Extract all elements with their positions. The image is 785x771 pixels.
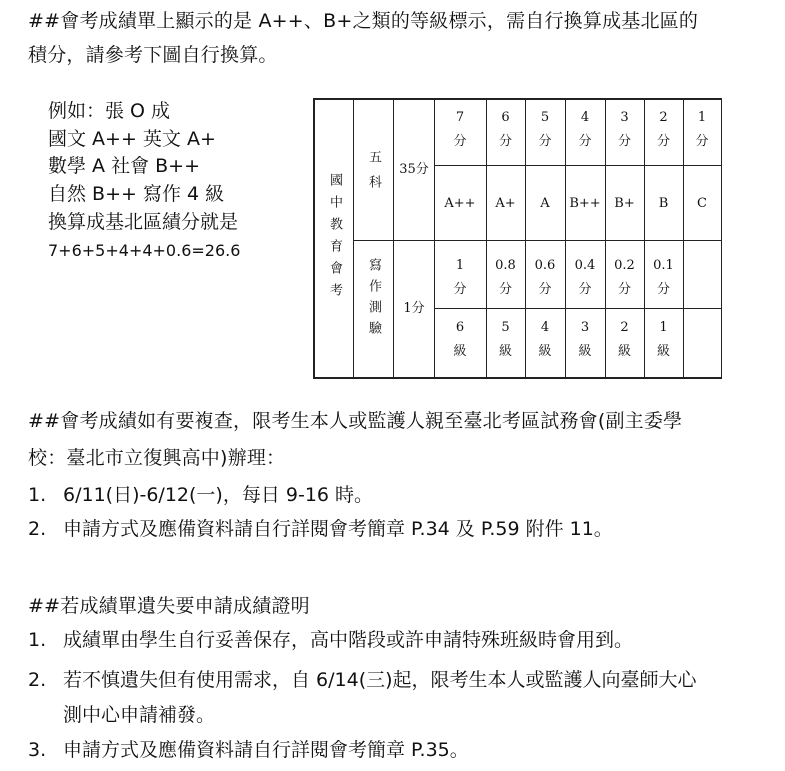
score-unit: 分 [617,134,631,149]
review-item-method: 申請方式及應備資料請自行詳閱會考簡章 P.34 及 P.59 附件 11。 [63,518,613,540]
score-unit: 分 [498,134,512,149]
score-unit: 分 [656,134,670,149]
writing-score: 0.1 [653,258,674,273]
score-unit: 分 [453,282,467,297]
grade-c: C [697,196,707,211]
writing-level: 4 [540,320,550,335]
score-7: 7 [455,110,465,125]
score-unit: 分 [578,282,592,297]
intro-line-1: ##會考成績單上顯示的是 A++、B+之類的等級標示，需自行換算成基北區的 [28,10,699,32]
intro-line-2: 積分，請參考下圖自行換算。 [28,44,278,66]
grade-a: A [540,196,550,211]
writing-label: 寫作測驗 [366,258,381,342]
score-2: 2 [659,110,668,125]
list-number: 3. [28,739,47,761]
score-unit: 分 [656,282,670,297]
level-unit: 級 [498,344,512,359]
exam-name-label: 國中教育會考 [327,173,342,305]
review-item-dates: 6/11(日)-6/12(一)，每日 9-16 時。 [63,484,374,506]
example-math-social: 數學 A 社會 B++ [48,155,200,177]
writing-score: 1 [455,258,465,273]
score-3: 3 [620,110,629,125]
grade-a-plus-plus: A++ [444,196,476,211]
writing-level: 6 [455,320,465,335]
score-unit: 分 [538,134,552,149]
level-unit: 級 [656,344,670,359]
grade-a-plus: A+ [495,196,516,211]
score-unit: 分 [498,282,512,297]
five-subjects-points: 35分 [399,162,429,177]
writing-points: 1分 [403,301,425,316]
level-unit: 級 [578,344,592,359]
lost-item-method: 申請方式及應備資料請自行詳閱會考簡章 P.35。 [63,739,469,761]
grade-b-plus: B+ [614,196,635,211]
score-unit: 分 [695,134,709,149]
score-4: 4 [580,110,590,125]
five-subjects-label: 五科 [366,150,381,200]
lost-item-reissue-cont: 測中心申請補發。 [63,704,216,726]
writing-level: 3 [580,320,590,335]
writing-score: 0.8 [495,258,516,273]
writing-score: 0.2 [614,258,635,273]
lost-item-reissue: 若不慎遺失但有使用需求，自 6/14(三)起，限考生本人或監護人向臺師大心 [63,669,697,691]
example-chinese-english: 國文 A++ 英文 A+ [48,128,216,150]
list-number: 1. [28,484,47,506]
grade-b-plus-plus: B++ [569,196,601,211]
example-name: 例如：張 O 成 [48,100,171,122]
score-unit: 分 [538,282,552,297]
score-conversion-table [313,98,722,379]
score-1: 1 [697,110,707,125]
review-line-1: ##會考成績如有要複查，限考生本人或監護人親至臺北考區試務會(副主委學 [28,410,683,432]
writing-level: 2 [620,320,629,335]
review-line-2: 校：臺北市立復興高中)辦理： [28,447,286,469]
writing-score: 0.6 [534,258,556,273]
lost-report-title: ##若成績單遺失要申請成績證明 [28,595,310,617]
example-formula: 7+6+5+4+4+0.6=26.6 [48,241,241,260]
list-number: 2. [28,669,47,691]
score-unit: 分 [578,134,592,149]
level-unit: 級 [538,344,552,359]
grade-b: B [658,196,669,211]
lost-item-keep: 成績單由學生自行妥善保存，高中階段或許申請特殊班級時會用到。 [63,629,634,651]
list-number: 1. [28,629,47,651]
score-5: 5 [540,110,550,125]
level-unit: 級 [617,344,631,359]
score-unit: 分 [453,134,467,149]
example-convert-label: 換算成基北區績分就是 [48,211,239,233]
score-6: 6 [501,110,510,125]
list-number: 2. [28,518,47,540]
level-unit: 級 [453,344,467,359]
writing-level: 5 [501,320,510,335]
writing-score: 0.4 [574,258,596,273]
example-science-writing: 自然 B++ 寫作 4 級 [48,183,225,205]
score-unit: 分 [617,282,631,297]
writing-level: 1 [659,320,668,335]
